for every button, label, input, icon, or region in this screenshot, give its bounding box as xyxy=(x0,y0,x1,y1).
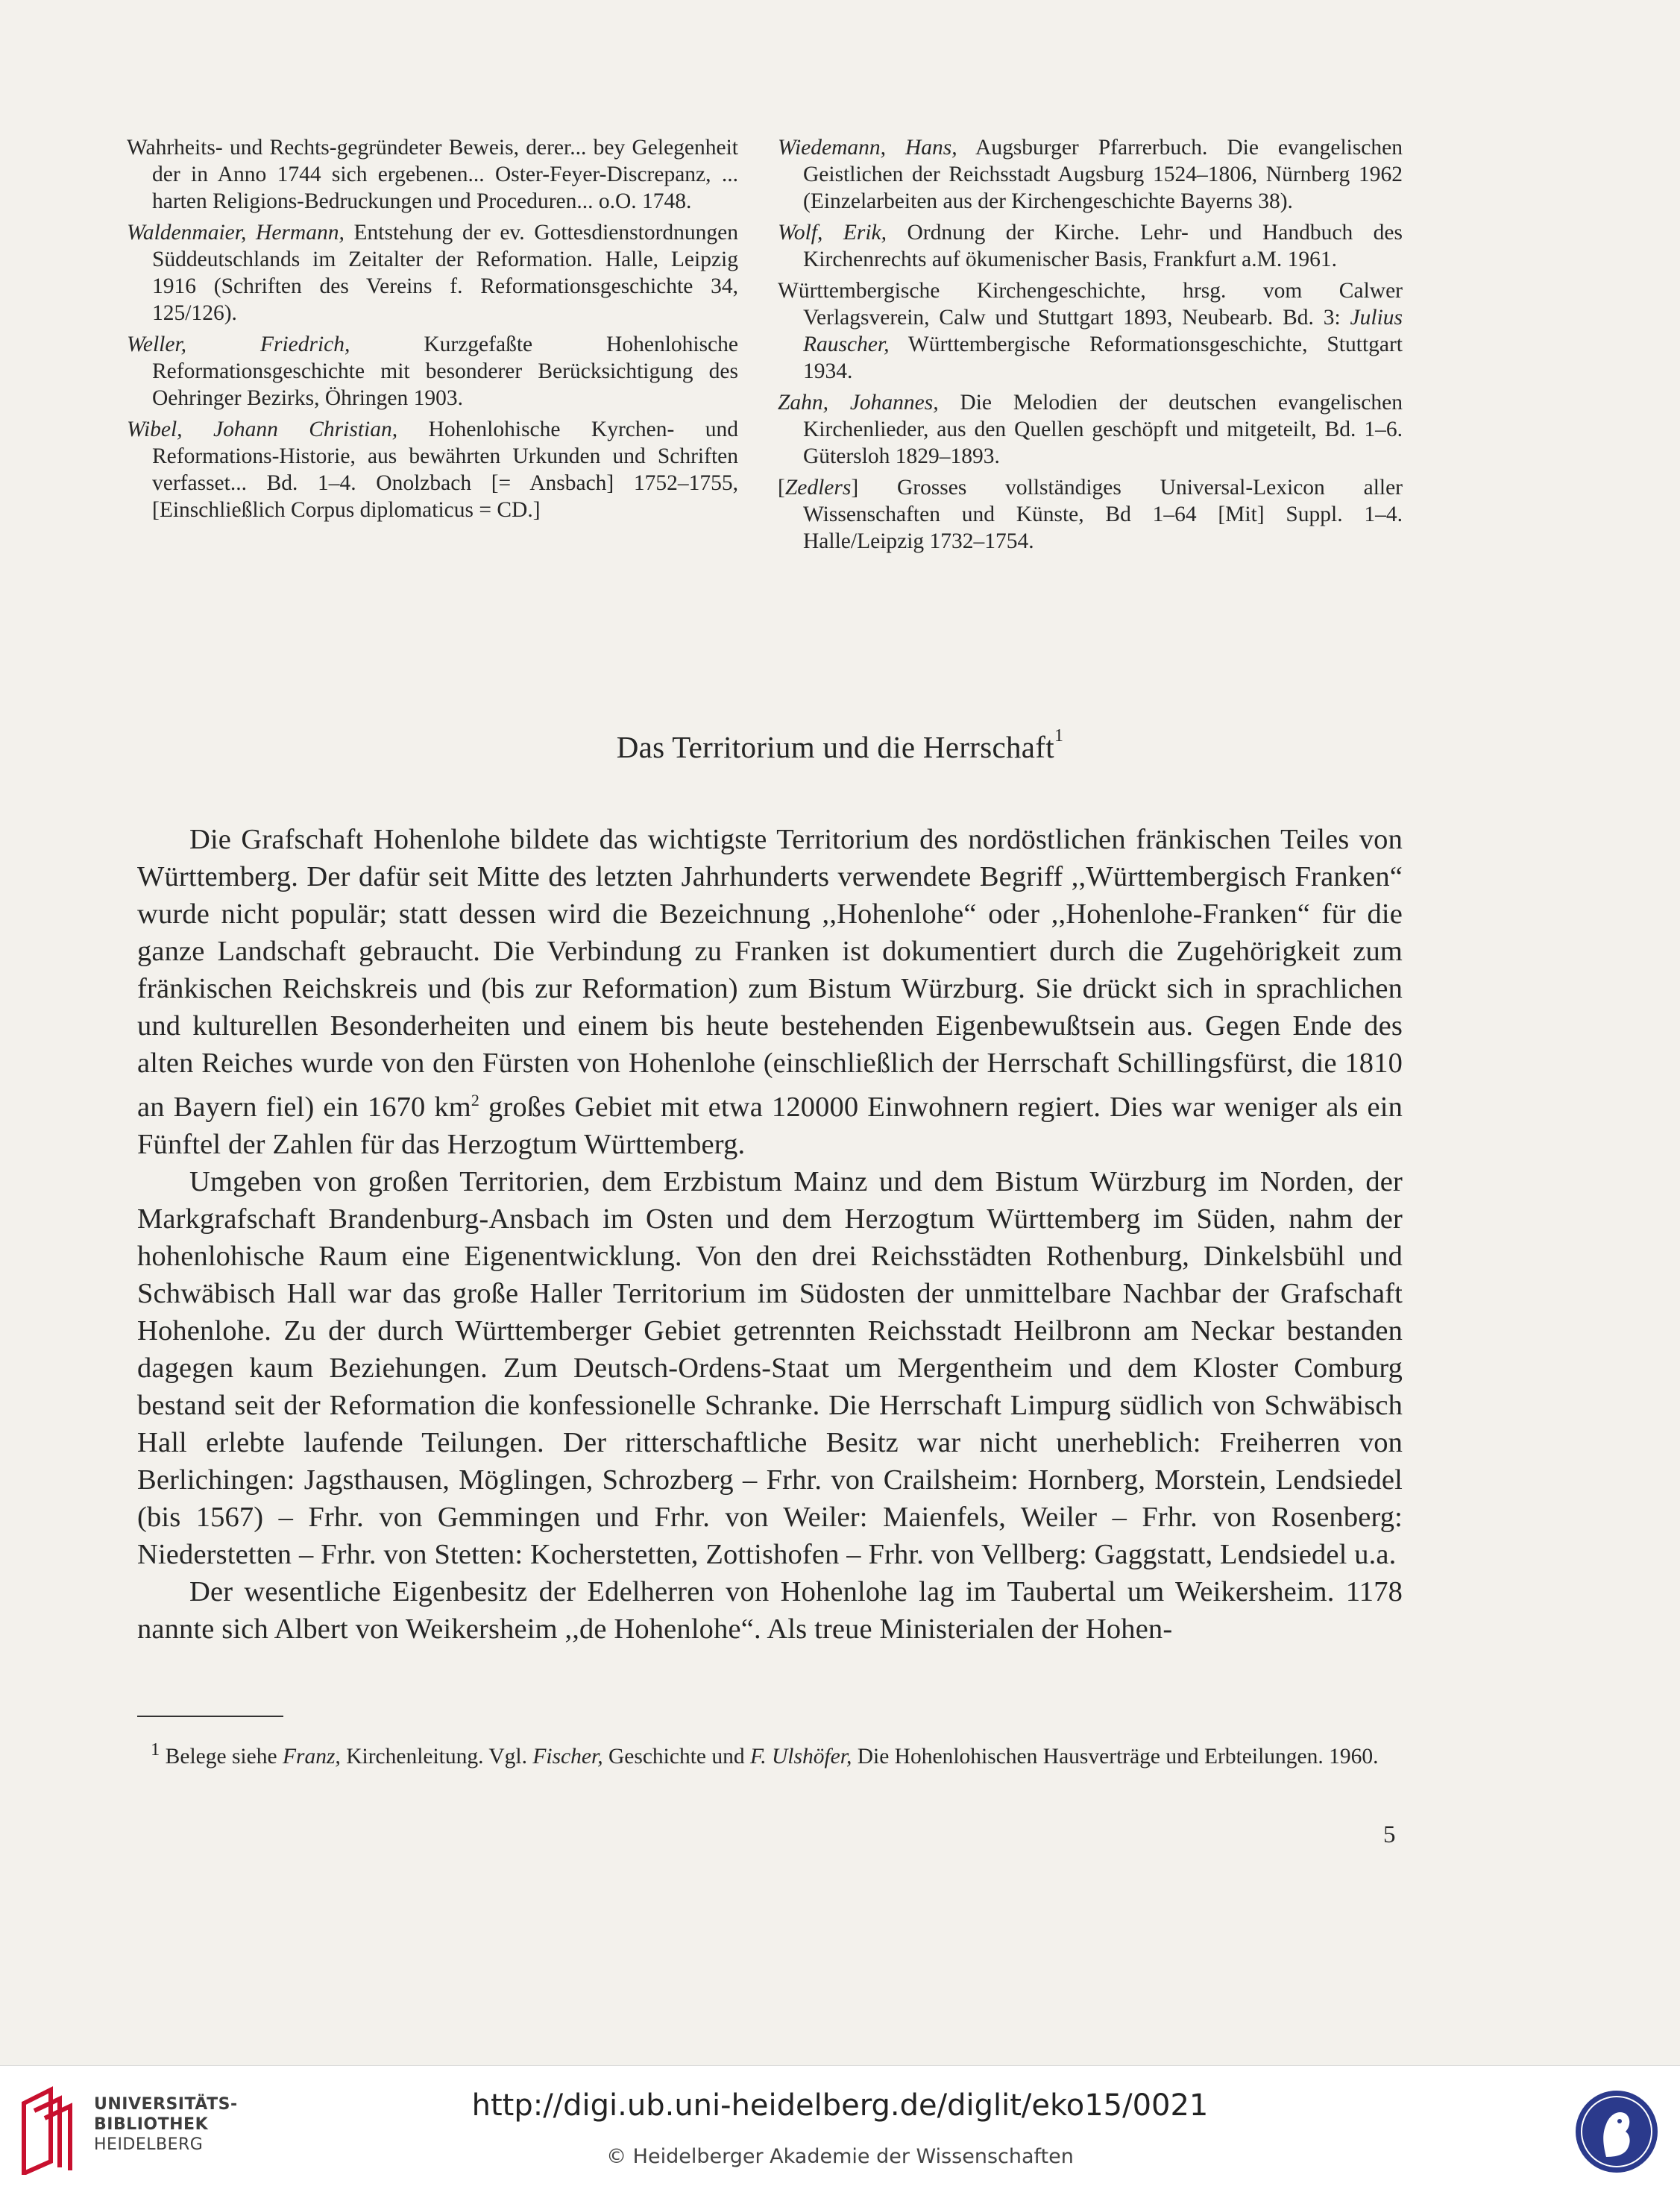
body-text xyxy=(137,821,1403,1648)
bibliography-entry: Wolf, Erik, Ordnung der Kirche. Lehr- und Handbuch des Kirchenrechts auf ökumenischer Basis, Frankfurt a.M. 1961. xyxy=(778,221,1403,271)
entry-author: Wiedemann, Hans, xyxy=(778,136,957,160)
footnote xyxy=(137,1736,1403,1771)
section-heading xyxy=(0,726,1680,765)
bibliography-right-column xyxy=(778,134,1403,559)
entry-author: Zahn, Johannes, xyxy=(778,391,939,415)
superscript: 2 xyxy=(471,1091,480,1109)
entry-author: Zedlers xyxy=(784,476,852,500)
paragraph: Die Grafschaft Hohenlohe bildete das wichtigste Territorium des nordöstlichen fränkischen Teiles von Württemberg. Der dafür seit Mitte des letzten Jahrhunderts verwendete Begriff ,,Württembergisch Franken“ wurde nicht populär; statt dessen wird die Bezeichnung ,,Hohenlohe“ oder ,,Hohenlohe-Franken“ für die ganze Landschaft gebraucht. Die Verbindung zu Franken ist dokumentiert durch die Zugehörigkeit zum fränkischen Reichskreis und (bis zur Reformation) zum Bistum Würzburg. Sie drückt sich in sprachlichen und kulturellen Besonderheiten und einem bis heute bestehenden Eigenbewußtsein aus. Gegen Ende des alten Reiches wurde von den Fürsten von Hohenlohe (einschließlich der Herrschaft Schillingsfürst, die 1810 an Bayern fiel) ein 1670 $km^2$ großes Gebiet mit etwa 120000 Einwohnern regiert. Dies war weniger als ein Fünftel der Zahlen für das Herzogtum Württemberg. xyxy=(137,824,1403,1160)
library-name: UNIVERSITÄTS- BIBLIOTHEK HEIDELBERG xyxy=(94,2095,238,2154)
footnote-reference: 1 xyxy=(1054,726,1064,746)
bibliography-entry: Wahrheits- und Rechts-gegründeter Beweis, derer... bey Gelegenheit der in Anno 1744 sich ergebenen... Oster-Feyer-Discrepanz, ... harten Religions-Bedruckungen und Proceduren... o.O. 1748. xyxy=(127,136,738,213)
entry-author: Wolf, Erik, xyxy=(778,221,887,245)
entry-author: Weller, Friedrich, xyxy=(127,333,350,356)
bibliography-entry: Weller, Friedrich, Kurzgefaßte Hohenlohische Reformationsgeschichte mit besonderer Berücksichtigung des Oehringer Bezirks, Öhringen 1903. xyxy=(127,333,738,410)
entry-author: Julius Rauscher, xyxy=(803,306,1403,356)
bibliography-entry: [Zedlers] Grosses vollständiges Universal-Lexicon aller Wissenschaften und Künste, Bd 1–64 [Mit] Suppl. 1–4. Halle/Leipzig 1732–1754. xyxy=(778,476,1403,553)
footnote-number: 1 xyxy=(151,1739,160,1760)
bibliography-entry: Waldenmaier, Hermann, Entstehung der ev. Gottesdienstordnungen Süddeutschlands im Zeitalter der Reformation. Halle, Leipzig 1916 (Schriften des Vereins f. Reformationsgeschichte 34, 125/126). xyxy=(127,221,738,325)
page-number: 5 xyxy=(1383,1821,1396,1848)
footnote-text: $^1$ Belege siehe Franz, Kirchenleitung. Vgl. Fischer, Geschichte und F. Ulshöfer, Die Hohenlohischen Hausverträge und Erbteilungen. 1960. xyxy=(151,1739,1379,1769)
entry-author: Waldenmaier, Hermann, xyxy=(127,221,345,245)
footnote-divider xyxy=(137,1716,283,1717)
paragraph: Umgeben von großen Territorien, dem Erzbistum Mainz und dem Bistum Würzburg im Norden, der Markgrafschaft Brandenburg-Ansbach im Osten und dem Herzogtum Württemberg im Süden, nahm der hohenlohische Raum eine Eigenentwicklung. Von den drei Reichsstädten Rothenburg, Dinkelsbühl und Schwäbisch Hall war das große Haller Territorium im Südosten der unmittelbare Nachbar der Grafschaft Hohenlohe. Zu der durch Württemberger Gebiet getrennten Reichsstadt Heilbronn am Neckar bestanden dagegen kaum Beziehungen. Zum Deutsch-Ordens-Staat um Mergentheim und dem Kloster Comburg bestand seit der Reformation die konfessionelle Schranke. Die Herrschaft Limpurg südlich von Schwäbisch Hall erlebte laufende Teilungen. Der ritterschaftliche Besitz war nicht unerheblich: Freiherren von Berlichingen: Jagsthausen, Möglingen, Schrozberg – Frhr. von Crailsheim: Hornberg, Morstein, Lendsiedel (bis 1567) – Frhr. von Gemmingen und Frhr. von Weiler: Maienfels, Weiler – Frhr. von Rosenberg: Niederstetten – Frhr. von Stetten: Kocherstetten, Zottishofen – Frhr. von Vellberg: Gaggstatt, Lendsiedel u.a. xyxy=(137,1165,1403,1570)
bibliography-entry: Württembergische Kirchengeschichte, hrsg. vom Calwer Verlagsverein, Calw und Stuttgart 1893, Neubearb. Bd. 3: Julius Rauscher, Württembergische Reformationsgeschichte, Stuttgart 1934. xyxy=(778,279,1403,383)
copyright-notice: © Heidelberger Akademie der Wissenschaften xyxy=(606,2145,1074,2168)
section-heading-text: Das Territorium und die Herrschaft xyxy=(616,730,1054,764)
bibliography-entry: Wibel, Johann Christian, Hohenlohische Kyrchen- und Reformations-Historie, aus bewährten Urkunden und Schriften verfasset... Bd. 1–4. Onolzbach [= Ansbach] 1752–1755, [Einschließlich Corpus diplomaticus = CD.] xyxy=(127,418,738,522)
bibliography-entry: Zahn, Johannes, Die Melodien der deutschen evangelischen Kirchenlieder, aus den Quellen geschöpft und mitgeteilt, Bd. 1–6. Gütersloh 1829–1893. xyxy=(778,391,1403,468)
permalink-url[interactable]: http://digi.ub.uni-heidelberg.de/diglit/eko15/0021 xyxy=(471,2088,1209,2123)
entry-author: Wibel, Johann Christian, xyxy=(127,418,398,441)
paragraph: Der wesentliche Eigenbesitz der Edelherren von Hohenlohe lag im Taubertal um Weikersheim. 1178 nannte sich Albert von Weikersheim ,,de Hohenlohe“. Als treue Ministerialen der Hohen- xyxy=(137,1575,1403,1645)
bibliography-left-column xyxy=(127,134,738,528)
viewer-footer xyxy=(0,2065,1680,2192)
academy-seal-icon[interactable] xyxy=(1573,2088,1660,2175)
bibliography-entry: Wiedemann, Hans, Augsburger Pfarrerbuch. Die evangelischen Geistlichen der Reichsstadt Augsburg 1524–1806, Nürnberg 1962 (Einzelarbeiten aus der Kirchengeschichte Bayerns 38). xyxy=(778,136,1403,213)
